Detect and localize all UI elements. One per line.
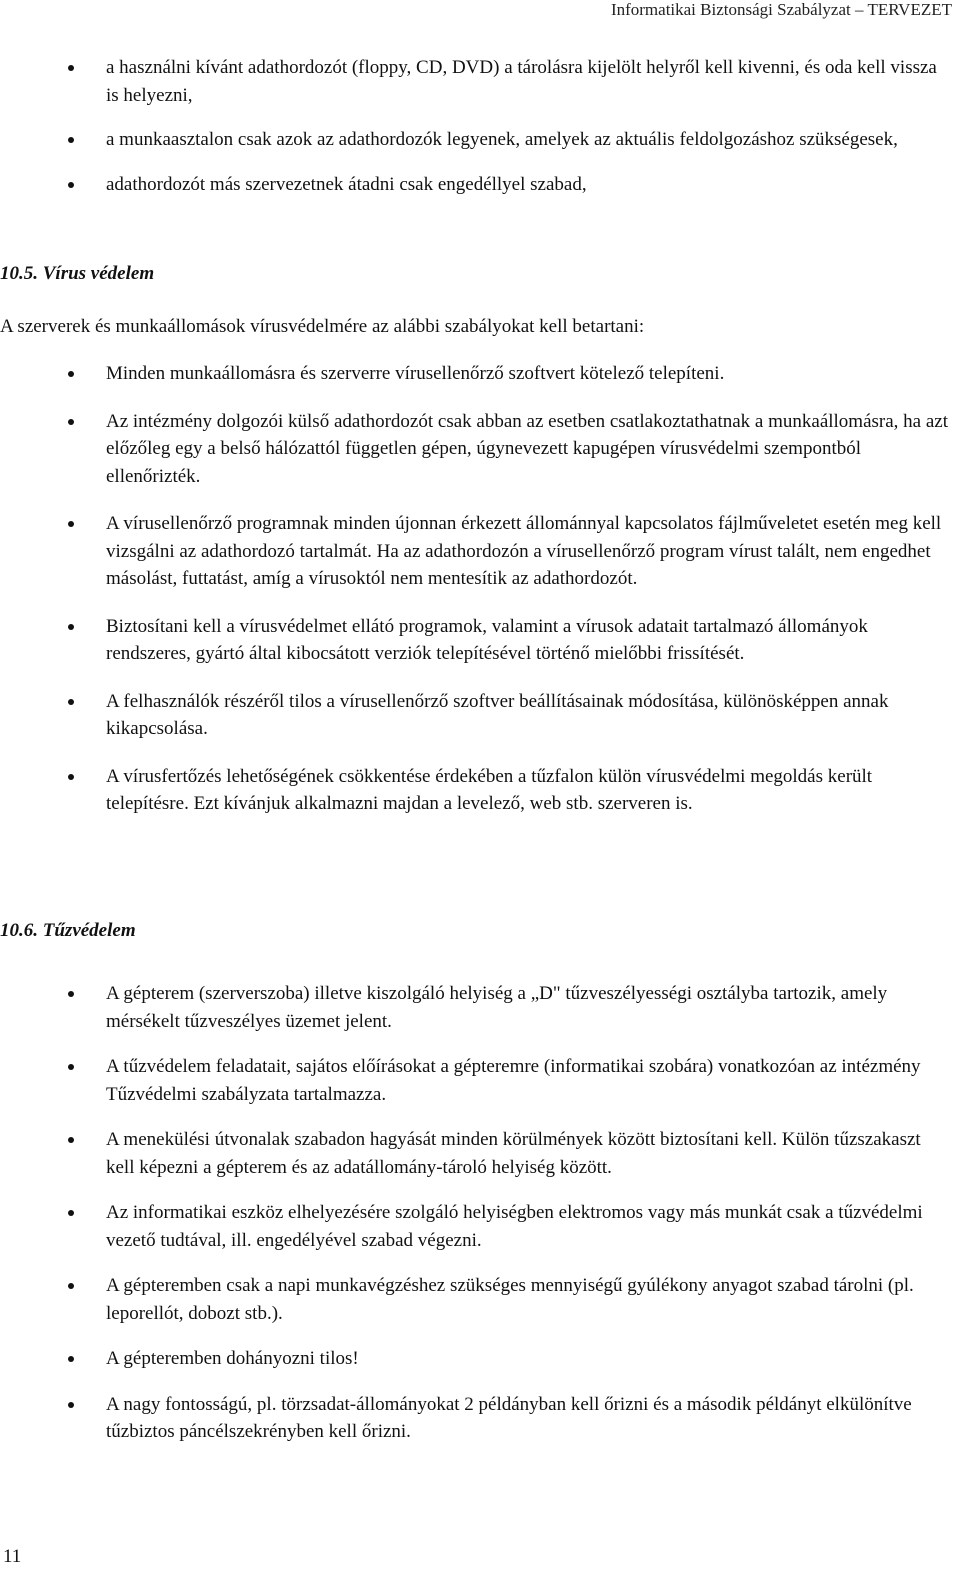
list-item: Minden munkaállomásra és szerverre vírusellenőrző szoftvert kötelező telepíteni. [62,360,952,388]
list-item: a használni kívánt adathordozót (floppy, CD, DVD) a tárolásra kijelölt helyről kell kivenni, és oda kell vissza is helyezni, [62,54,952,109]
section-heading-fire: 10.6. Tűzvédelem [0,920,136,941]
list-item: A felhasználók részéről tilos a vírusellenőrző szoftver beállításainak módosítása, különösképpen annak kikapcsolása. [62,688,952,743]
bullet-icon [68,774,74,780]
list-item: A gépterem (szerverszoba) illetve kiszolgáló helyiség a „D" tűzveszélyességi osztályba tartozik, amely mérsékelt tűzveszélyes üzemet jelent. [62,980,952,1035]
list-item: A gépteremben dohányozni tilos! [62,1345,952,1373]
bullet-icon [68,991,74,997]
list-item: A vírusfertőzés lehetőségének csökkentése érdekében a tűzfalon külön vírusvédelmi megoldás került telepítésre. Ezt kívánjuk alkalmazni majdan a levelező, web stb. szerveren is. [62,763,952,818]
bullet-icon [68,1356,74,1362]
storage-rules-list [62,54,952,198]
fire-rules-list [62,980,952,1446]
bullet-icon [68,1402,74,1408]
page-header: Informatikai Biztonsági Szabályzat – TERVEZET [610,0,952,19]
page-number: 11 [3,1546,22,1567]
bullet-icon [68,624,74,630]
bullet-icon [68,699,74,705]
list-item: A menekülési útvonalak szabadon hagyását minden körülmények között biztosítani kell. Külön tűzszakaszt kell képezni a gépterem és az adatállomány-tároló helyiség között. [62,1126,952,1181]
bullet-icon [68,182,74,188]
bullet-icon [68,521,74,527]
list-item: a munkaasztalon csak azok az adathordozók legyenek, amelyek az aktuális feldolgozáshoz szükségesek, [62,126,952,154]
virus-intro-paragraph: A szerverek és munkaállomások vírusvédelmére az alábbi szabályokat kell betartani: [0,316,645,337]
list-item: Az intézmény dolgozói külső adathordozót csak abban az esetben csatlakoztathatnak a munkaállomásra, ha azt előzőleg egy a belső hálózattól független gépen, úgynevezett kapugépen vírusvédelmi szempontból ellenőrizték. [62,408,952,491]
list-item: A vírusellenőrző programnak minden újonnan érkezett állománnyal kapcsolatos fájlműveletet esetén meg kell vizsgálni az adathordozó tartalmát. Ha az adathordozón a vírusellenőrző program vírust talált, nem engedhet másolást, futtatást, amíg a vírusoktól nem mentesítik az adathordozót. [62,510,952,593]
bullet-icon [68,1283,74,1289]
list-item: Az informatikai eszköz elhelyezésére szolgáló helyiségben elektromos vagy más munkát csak a tűzvédelmi vezető tudtával, ill. engedélyével szabad végezni. [62,1199,952,1254]
bullet-icon [68,1064,74,1070]
section-heading-virus: 10.5. Vírus védelem [0,263,155,284]
bullet-icon [68,371,74,377]
virus-rules-list [62,360,952,818]
list-item: Biztosítani kell a vírusvédelmet ellátó programok, valamint a vírusok adatait tartalmazó állományok rendszeres, gyártó által kibocsátott verziók telepítésével történő mielőbbi frissítését. [62,613,952,668]
list-item: A gépteremben csak a napi munkavégzéshez szükséges mennyiségű gyúlékony anyagot szabad tárolni (pl. leporellót, dobozt stb.). [62,1272,952,1327]
list-item: A nagy fontosságú, pl. törzsadat-állományokat 2 példányban kell őrizni és a második példányt elkülönítve tűzbiztos páncélszekrényben kell őrizni. [62,1391,952,1446]
bullet-icon [68,137,74,143]
bullet-icon [68,65,74,71]
list-item: A tűzvédelem feladatait, sajátos előírásokat a gépteremre (informatikai szobára) vonatkozóan az intézmény Tűzvédelmi szabályzata tartalmazza. [62,1053,952,1108]
bullet-icon [68,419,74,425]
bullet-icon [68,1210,74,1216]
bullet-icon [68,1137,74,1143]
list-item: adathordozót más szervezetnek átadni csak engedéllyel szabad, [62,171,952,199]
